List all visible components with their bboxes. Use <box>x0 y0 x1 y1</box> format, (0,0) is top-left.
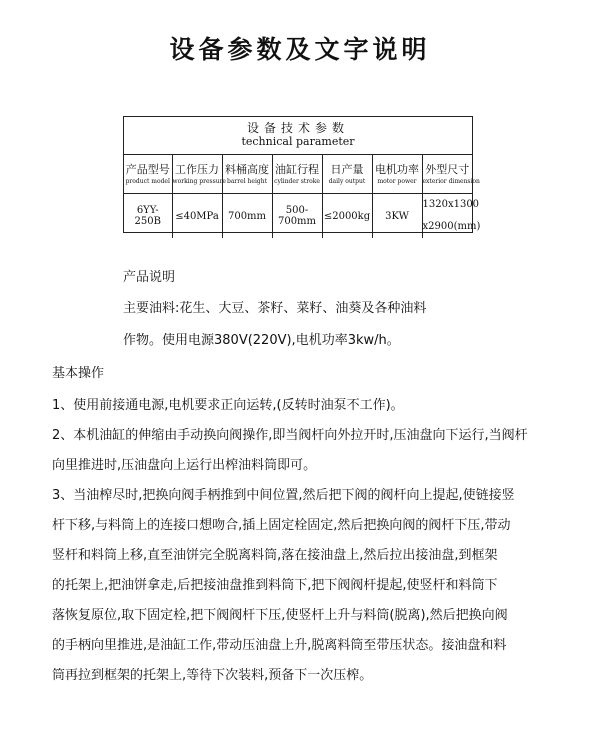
value-model: 6YY-250B <box>124 194 172 239</box>
spec-value-row <box>124 194 472 239</box>
operation-line: 筒再拉到框架的托架上,等待下次装料,预备下一次压榨。 <box>52 668 373 683</box>
spec-grid <box>124 155 481 238</box>
column-header-english: product model <box>125 177 170 185</box>
operation-line: 的托架上,把油饼拿走,后把接油盘推到料筒下,把下阀阀杆提起,使竖杆和料筒下 <box>52 578 498 593</box>
column-header-dimension <box>422 155 480 194</box>
column-header-stroke <box>272 155 322 194</box>
column-header-english: daily output <box>328 177 366 185</box>
value-barrel: 700mm <box>222 194 272 239</box>
value-power: 3KW <box>372 194 422 239</box>
operation-line: 1、使用前接通电源,电机要求正向运转,(反转时油泵不工作)。 <box>52 398 404 413</box>
column-header-model <box>124 155 172 194</box>
column-header-output <box>322 155 372 194</box>
column-header-label: 日产量 <box>330 162 364 176</box>
column-header-label: 料桶高度 <box>225 162 269 176</box>
operation-line: 2、本机油缸的伸缩由手动换向阀操作,即当阀杆向外拉开时,压油盘向下运行,当阀杆 <box>52 428 528 443</box>
column-header-barrel <box>222 155 272 194</box>
operation-line: 杆下移,与料筒上的连接口想吻合,插上固定栓固定,然后把换向阀的阀杆下压,带动 <box>52 518 511 533</box>
column-header-pressure <box>172 155 226 194</box>
column-header-label: 产品型号 <box>125 162 170 176</box>
spec-table <box>123 116 481 233</box>
page-title: 设备参数及文字说明 <box>169 35 431 64</box>
column-header-label: 油缸行程 <box>275 162 319 176</box>
column-header-english: barrel height <box>227 177 267 185</box>
spec-header-row <box>124 155 472 194</box>
operation-line: 3、当油榨尽时,把换向阀手柄推到中间位置,然后把下阀的阀杆向上提起,使链接竖 <box>52 488 515 503</box>
column-header-label: 工作压力 <box>175 162 219 176</box>
dimension-line: 1320x1300 <box>422 199 480 210</box>
value-pressure: ≤40MPa <box>172 194 222 239</box>
column-header-label: 外型尺寸 <box>425 162 470 176</box>
operation-line: 竖杆和料筒上移,直至油饼完全脱离料筒,落在接油盘上,然后拉出接油盘,到框架 <box>52 548 498 563</box>
column-header-english: motor power <box>377 177 417 185</box>
operation-line: 落恢复原位,取下固定栓,把下阀阀杆下压,使竖杆上升与料筒(脱离),然后把换向阀 <box>52 608 508 623</box>
product-description-line: 作物。使用电源380V(220V),电机功率3kw/h。 <box>123 333 400 348</box>
operation-heading: 基本操作 <box>52 366 105 381</box>
value-dimension <box>422 194 481 239</box>
column-header-english: cylinder stroke <box>274 177 320 185</box>
column-header-power <box>372 155 422 194</box>
column-header-english: exterior dimension <box>422 177 480 185</box>
spec-table-title: 设备技术参数 <box>246 121 349 135</box>
product-heading: 产品说明 <box>123 270 176 285</box>
operation-line: 向里推进时,压油盘向上运行出榨油料筒即可。 <box>52 458 317 473</box>
spec-table-subtitle: technical parameter <box>241 135 355 148</box>
spec-table-header <box>124 117 472 155</box>
column-header-label: 电机功率 <box>375 162 419 176</box>
operation-line: 的手柄向里推进,是油缸工作,带动压油盘上升,脱离料筒至带压状态。接油盘和料 <box>52 638 507 653</box>
dimension-line: x2900(mm) <box>422 221 481 232</box>
product-description-line: 主要油料:花生、大豆、茶籽、菜籽、油葵及各种油料 <box>123 301 427 316</box>
value-stroke: 500-700mm <box>272 194 322 239</box>
column-header-english: working pressure <box>172 177 226 185</box>
value-output: ≤2000kg <box>322 194 372 239</box>
